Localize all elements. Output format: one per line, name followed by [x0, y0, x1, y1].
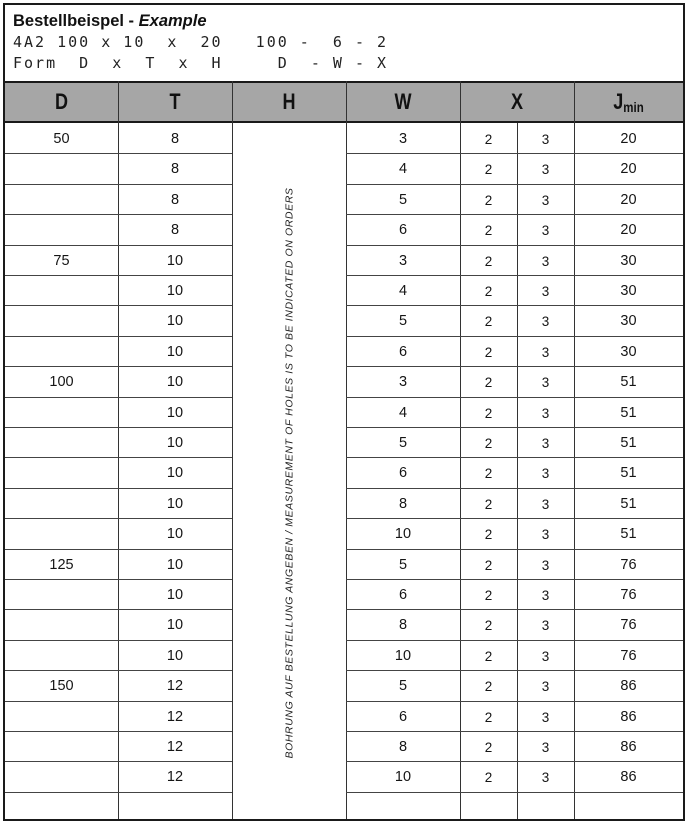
table-cell-t: 8 [170, 161, 180, 177]
table-cell-x2: 3 [541, 161, 550, 177]
table-cell-t: 10 [166, 557, 184, 573]
dimension-table [5, 81, 683, 819]
table-cell-j: 76 [620, 557, 637, 573]
table-cell-t: 12 [166, 678, 184, 694]
table-cell-d [5, 398, 118, 428]
table-cell-d [5, 306, 118, 336]
table-cell-d [5, 519, 118, 549]
table-cell-j: 51 [620, 496, 637, 512]
table-cell-j: 76 [620, 617, 637, 633]
table-cell-x2: 3 [541, 678, 550, 694]
table-cell-d: 100 [49, 374, 74, 390]
table-cell-j: 76 [620, 648, 637, 664]
table-cell-d [5, 154, 118, 184]
table-cell-x2: 3 [541, 526, 550, 542]
table-cell-d [5, 641, 118, 671]
table-cell-x1: 2 [484, 496, 493, 512]
table-cell-j: 20 [620, 222, 637, 238]
table-cell-x2: 3 [541, 405, 550, 421]
row-divider [5, 792, 232, 793]
table-cell-x2: 3 [541, 709, 550, 725]
order-example [5, 5, 683, 81]
table-cell-d [5, 276, 118, 306]
row-divider [346, 792, 683, 793]
table-cell-x2: 3 [541, 769, 550, 785]
table-cell-w: 4 [398, 283, 408, 299]
table-cell-w: 6 [398, 709, 408, 725]
table-cell-x1: 2 [484, 648, 493, 664]
table-cell-t: 10 [166, 253, 184, 269]
table-cell-w: 6 [398, 344, 408, 360]
table-cell-w: 8 [398, 617, 408, 633]
header-w: W [394, 89, 412, 114]
table-cell-t: 12 [166, 769, 184, 785]
table-cell-x1: 2 [484, 617, 493, 633]
table-cell-w: 8 [398, 739, 408, 755]
table-cell-d: 125 [49, 557, 74, 573]
table-cell-j: 30 [620, 313, 637, 329]
table-cell-d [5, 185, 118, 215]
table-header-row [5, 81, 683, 123]
table-cell-t: 10 [166, 374, 184, 390]
example-code-line: 4A2 100 x 10 x 20 100 - 6 - 2 [13, 33, 389, 51]
column-divider [232, 81, 233, 819]
table-cell-d: 150 [49, 678, 74, 694]
table-cell-x1: 2 [484, 557, 493, 573]
table-cell-w: 10 [394, 769, 412, 785]
header-t: T [169, 89, 181, 114]
table-cell-x2: 3 [541, 557, 550, 573]
example-title-en: Example [138, 12, 207, 30]
table-cell-t: 8 [170, 131, 180, 147]
table-cell-x2: 3 [541, 253, 550, 269]
header-h: H [282, 89, 296, 114]
table-cell-j: 86 [620, 769, 637, 785]
table-cell-w: 4 [398, 161, 408, 177]
table-cell-d [5, 337, 118, 367]
table-cell-d [5, 702, 118, 732]
table-cell-j: 30 [620, 344, 637, 360]
table-cell-x1: 2 [484, 192, 493, 208]
table-cell-w: 5 [398, 557, 408, 573]
table-cell-j: 30 [620, 253, 637, 269]
table-cell-j: 20 [620, 192, 637, 208]
table-cell-x2: 3 [541, 283, 550, 299]
table-cell-j: 76 [620, 587, 637, 603]
header-x: X [510, 89, 524, 114]
table-cell-w: 3 [398, 374, 408, 390]
table-cell-x2: 3 [541, 496, 550, 512]
table-cell-x2: 3 [541, 344, 550, 360]
table-cell-t: 10 [166, 465, 184, 481]
table-cell-t: 10 [166, 344, 184, 360]
table-cell-d [5, 732, 118, 762]
table-cell-j: 20 [620, 161, 637, 177]
header-j: J [613, 89, 624, 114]
table-cell-j: 51 [620, 405, 637, 421]
table-cell-x1: 2 [484, 435, 493, 451]
table-cell-j: 51 [620, 465, 637, 481]
table-cell-j: 51 [620, 374, 637, 390]
header-j-min [584, 83, 673, 121]
table-cell-t: 10 [166, 617, 184, 633]
table-cell-t: 12 [166, 709, 184, 725]
table-cell-x2: 3 [541, 435, 550, 451]
table-cell-d [5, 580, 118, 610]
table-cell-x2: 3 [541, 617, 550, 633]
table-cell-d [5, 458, 118, 488]
table-cell-d [5, 428, 118, 458]
table-cell-w: 4 [398, 405, 408, 421]
header-j-subscript: min [623, 99, 644, 115]
table-cell-t: 10 [166, 496, 184, 512]
table-cell-x2: 3 [541, 374, 550, 390]
table-cell-w: 3 [398, 253, 408, 269]
table-cell-x1: 2 [484, 222, 493, 238]
table-cell-x1: 2 [484, 739, 493, 755]
h-column-note: BOHRUNG AUF BESTELLUNG ANGEBEN / MEASUREMENT OF HOLES IS TO BE INDICATED ON ORDERS [283, 187, 295, 759]
table-cell-x1: 2 [484, 131, 493, 147]
table-cell-t: 10 [166, 648, 184, 664]
table-cell-x2: 3 [541, 587, 550, 603]
table-cell-d [5, 215, 118, 245]
header-d: D [54, 89, 69, 114]
table-cell-t: 10 [166, 435, 184, 451]
table-cell-x1: 2 [484, 253, 493, 269]
table-cell-x1: 2 [484, 374, 493, 390]
table-cell-w: 5 [398, 678, 408, 694]
table-cell-x2: 3 [541, 313, 550, 329]
table-cell-d: 75 [53, 253, 70, 269]
table-cell-w: 5 [398, 313, 408, 329]
table-cell-x1: 2 [484, 526, 493, 542]
table-cell-x1: 2 [484, 313, 493, 329]
table-cell-w: 10 [394, 648, 412, 664]
table-cell-x2: 3 [541, 222, 550, 238]
table-cell-x2: 3 [541, 648, 550, 664]
table-cell-x2: 3 [541, 131, 550, 147]
table-cell-j: 51 [620, 526, 637, 542]
table-cell-x2: 3 [541, 739, 550, 755]
table-cell-w: 8 [398, 496, 408, 512]
table-cell-x1: 2 [484, 344, 493, 360]
table-cell-t: 10 [166, 405, 184, 421]
table-cell-w: 5 [398, 192, 408, 208]
table-cell-t: 12 [166, 739, 184, 755]
table-cell-j: 86 [620, 709, 637, 725]
table-cell-w: 3 [398, 131, 408, 147]
table-cell-x1: 2 [484, 405, 493, 421]
table-cell-x1: 2 [484, 769, 493, 785]
table-cell-w: 6 [398, 587, 408, 603]
table-cell-d [5, 762, 118, 792]
table-cell-j: 51 [620, 435, 637, 451]
table-cell-x1: 2 [484, 587, 493, 603]
table-cell-x1: 2 [484, 283, 493, 299]
example-form-line: Form D x T x H D - W - X [13, 54, 389, 72]
table-cell-j: 86 [620, 739, 637, 755]
table-cell-x1: 2 [484, 709, 493, 725]
table-cell-d [5, 489, 118, 519]
table-cell-t: 8 [170, 192, 180, 208]
table-cell-x1: 2 [484, 465, 493, 481]
table-cell-x2: 3 [541, 192, 550, 208]
example-title [13, 10, 683, 32]
table-cell-t: 8 [170, 222, 180, 238]
example-title-de: Bestellbeispel - [13, 12, 139, 30]
table-cell-w: 6 [398, 222, 408, 238]
table-cell-x1: 2 [484, 161, 493, 177]
table-cell-w: 5 [398, 435, 408, 451]
table-cell-d: 50 [53, 131, 70, 147]
table-cell-w: 10 [394, 526, 412, 542]
table-cell-w: 6 [398, 465, 408, 481]
table-cell-j: 30 [620, 283, 637, 299]
spec-sheet [3, 3, 685, 821]
table-cell-t: 10 [166, 313, 184, 329]
table-cell-t: 10 [166, 526, 184, 542]
table-cell-x1: 2 [484, 678, 493, 694]
table-cell-t: 10 [166, 283, 184, 299]
table-cell-t: 10 [166, 587, 184, 603]
table-cell-d [5, 610, 118, 640]
table-cell-j: 86 [620, 678, 637, 694]
table-cell-x2: 3 [541, 465, 550, 481]
table-cell-j: 20 [620, 131, 637, 147]
